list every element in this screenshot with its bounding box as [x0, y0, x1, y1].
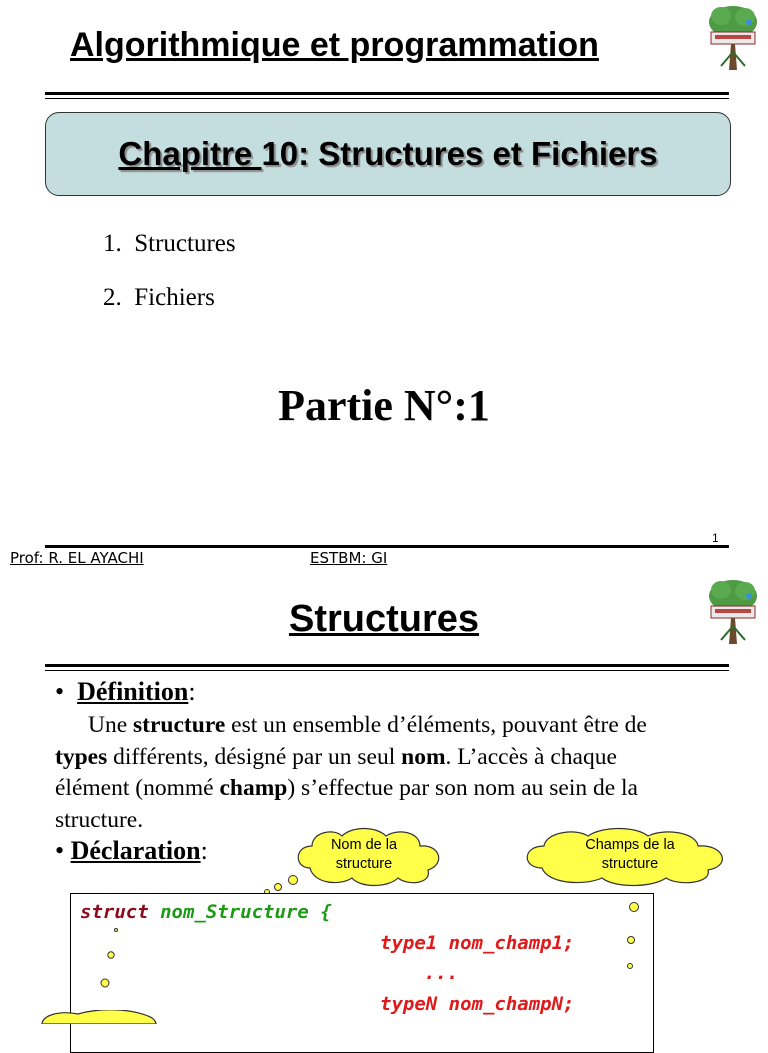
bullet: •: [55, 836, 65, 865]
definition-line-1: Une structure est un ensemble d’éléments, pouvant être de: [88, 712, 647, 738]
callout-pointer-dots-fields: [620, 896, 642, 1020]
school-logo-tree-icon: [703, 2, 763, 74]
school-logo-tree-icon: [703, 576, 763, 648]
definition-line-4: structure.: [55, 806, 144, 833]
callout-fields-text: Champs de la structure: [585, 837, 675, 872]
chapter-banner: [45, 112, 731, 196]
colon: :: [188, 677, 196, 706]
bullet: •: [55, 677, 65, 706]
slide-title-rule: [45, 664, 729, 667]
code-line-field1: type1 nom_champ1;: [380, 932, 575, 954]
slide-title-structures: Structures: [288, 598, 480, 640]
toc-number: 2.: [103, 284, 122, 311]
callout-name-text: Nom de la structure: [330, 837, 398, 872]
declaration-heading: [55, 836, 208, 866]
code-line-fieldN: typeN nom_champN;: [380, 993, 575, 1015]
definition-paragraph: [55, 710, 715, 836]
definition-heading: [55, 677, 196, 707]
declaration-label: Déclaration: [70, 836, 201, 865]
definition-label: Définition: [77, 677, 189, 706]
title-underline-rule: [45, 92, 729, 95]
title-underline-rule-thin: [45, 98, 729, 99]
part-heading: Partie N°:1: [278, 381, 490, 430]
code-line-struct: struct nom_Structure {: [80, 901, 332, 923]
toc-label: Structures: [134, 230, 236, 257]
callout-cloud-bottom-left: [38, 1010, 158, 1024]
definition-line-2: types différents, désigné par un seul nom. L’accès à chaque: [55, 743, 617, 770]
toc-label: Fichiers: [134, 284, 215, 311]
footer-professor: Prof: R. EL AYACHI: [10, 549, 144, 567]
chapter-title: [46, 135, 730, 173]
slide-title-rule-thin: [45, 670, 729, 671]
footer-school: ESTBM: GI: [310, 549, 388, 567]
chapter-name: 10: Structures et Fichiers: [261, 135, 658, 172]
footer-rule: [45, 545, 729, 548]
code-line-ellipsis: ...: [424, 962, 459, 984]
colon: :: [200, 836, 208, 865]
chapter-prefix: Chapitre: [118, 135, 262, 172]
toc-item-fichiers: [103, 284, 215, 312]
definition-line-3: élément (nommé champ) s’effectue par son nom au sein de la: [55, 775, 638, 801]
callout-pointer-dots-left: [96, 920, 120, 992]
toc-item-structures: [103, 230, 236, 258]
page-number: 1: [712, 531, 719, 545]
course-title: Algorithmique et programmation: [70, 26, 599, 64]
toc-number: 1.: [103, 230, 122, 257]
